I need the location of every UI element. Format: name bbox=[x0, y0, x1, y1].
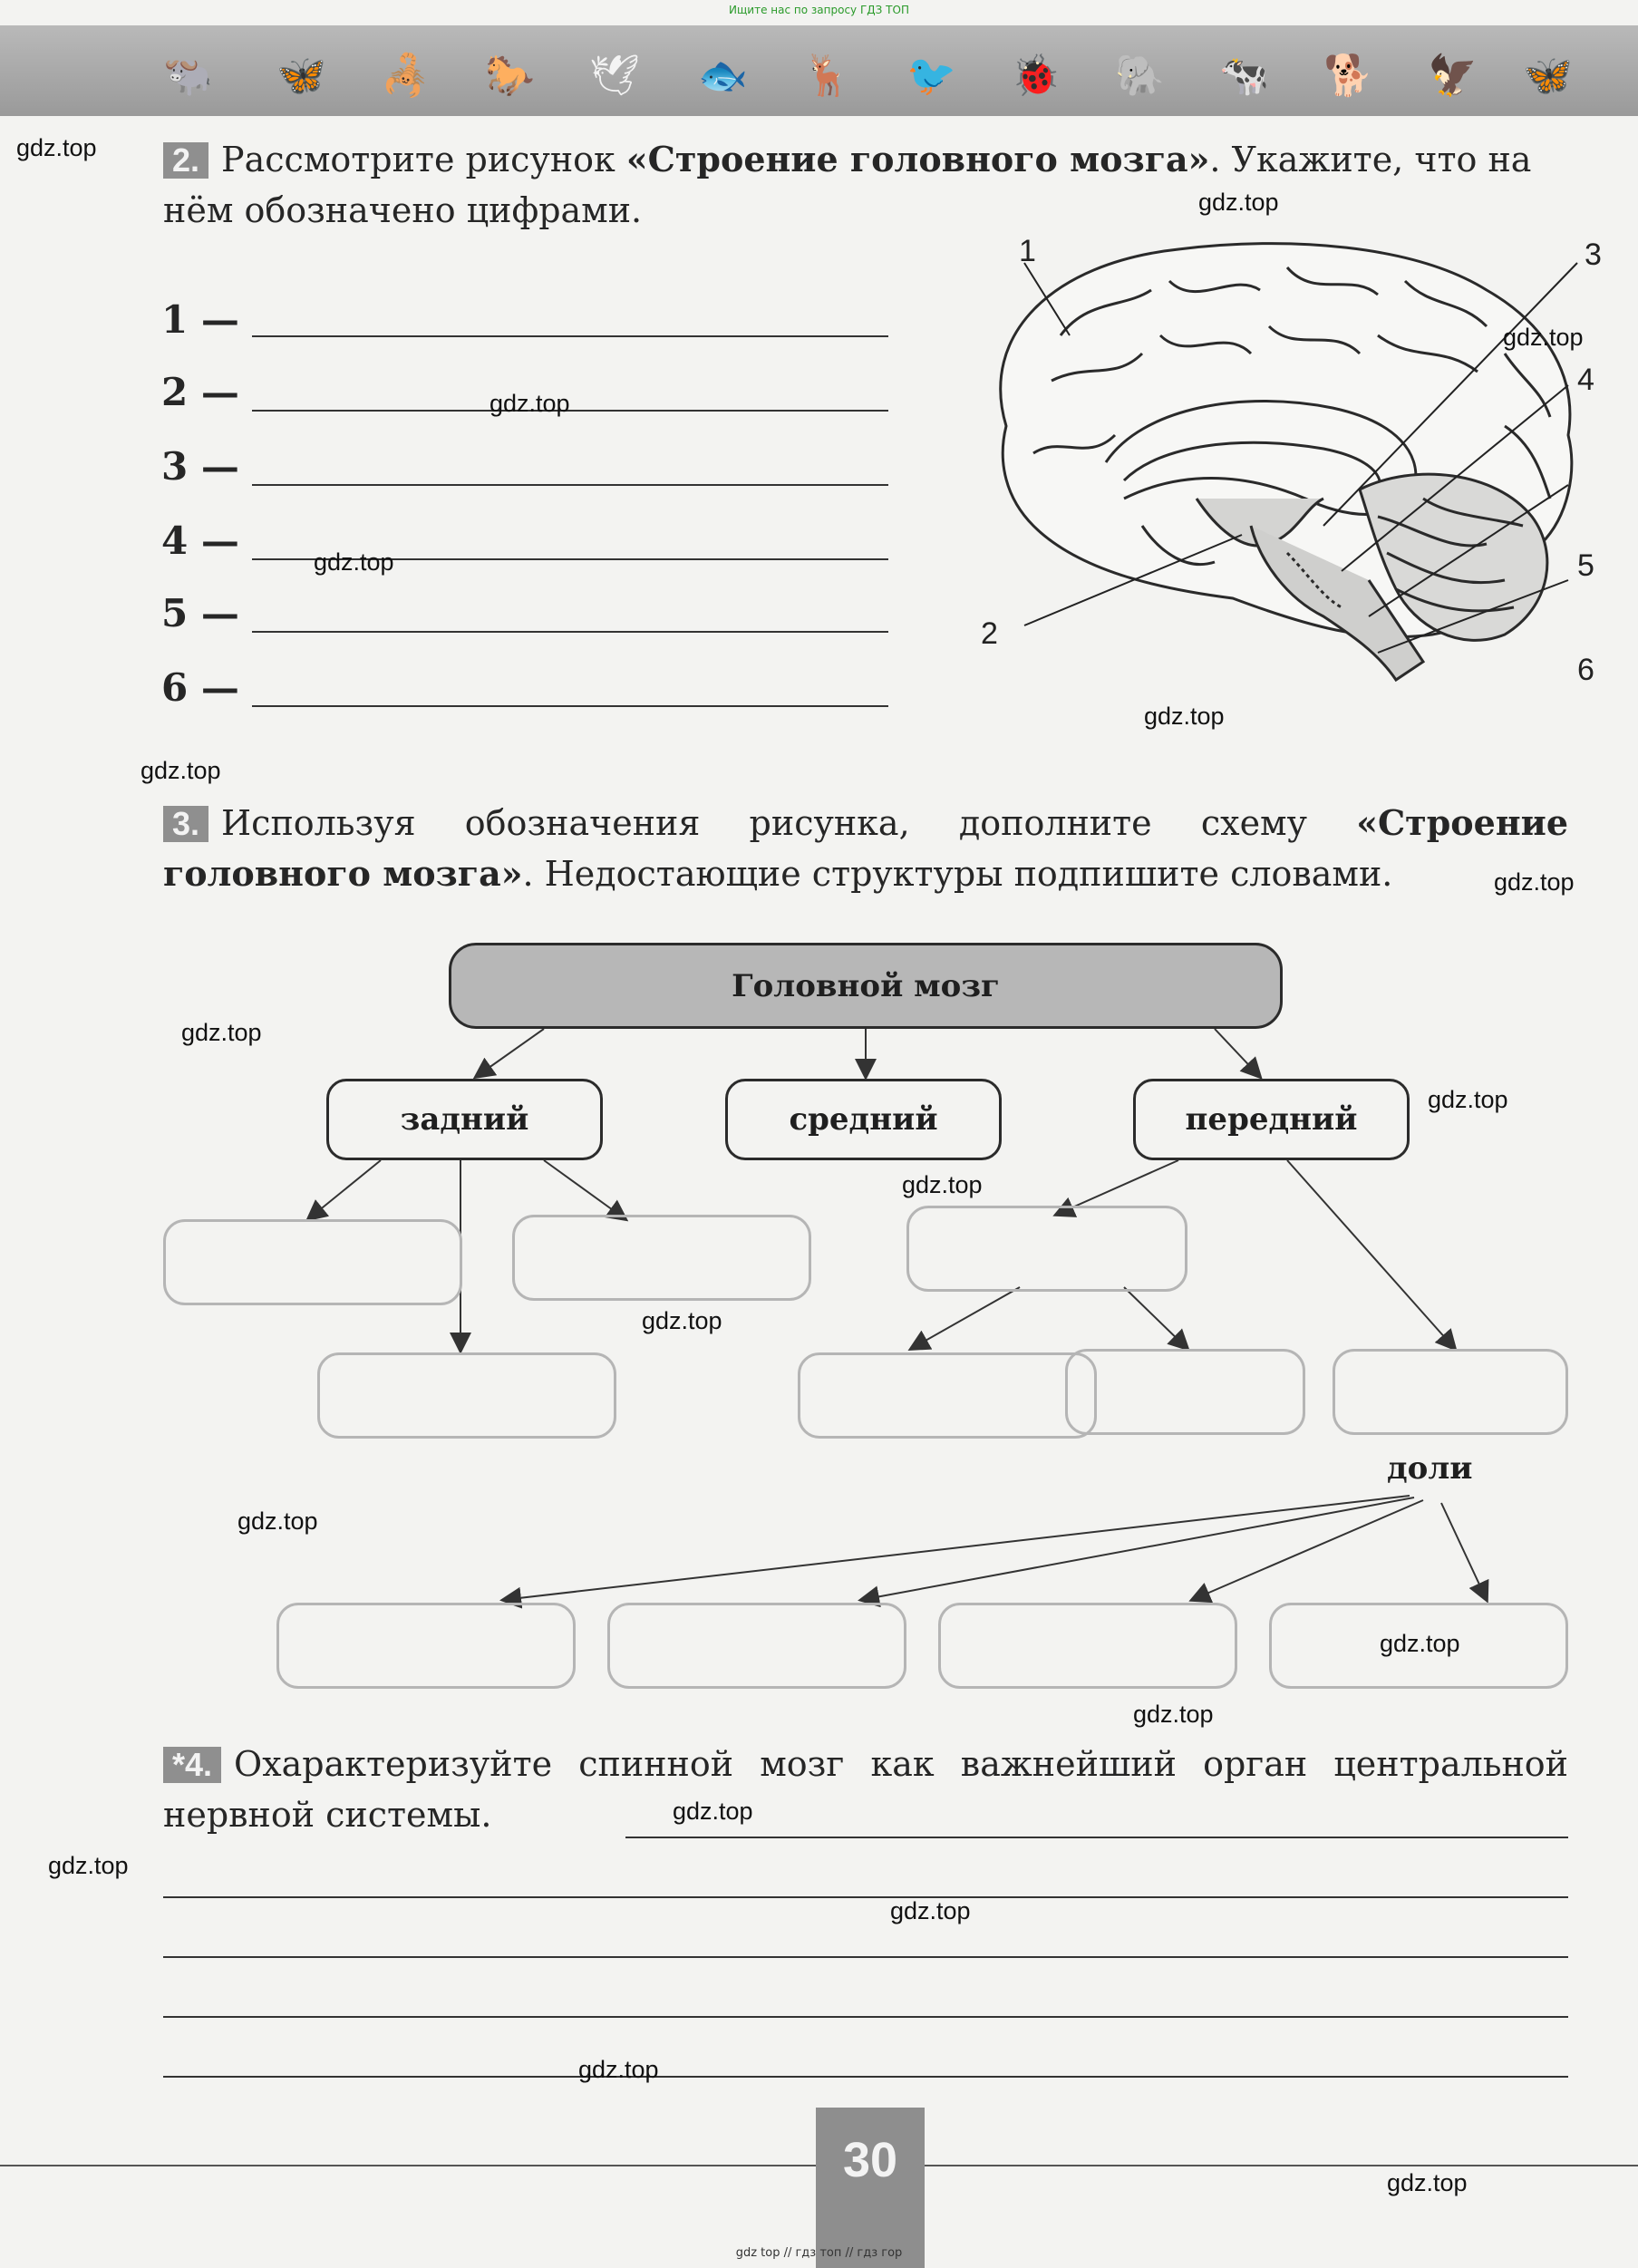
question-2-number: 2. bbox=[163, 142, 208, 179]
horse-icon: 🐎 bbox=[485, 53, 535, 99]
bottom-banner: gdz top // гдз топ // гдз гор bbox=[735, 2246, 903, 2260]
empty-box-7[interactable] bbox=[1333, 1349, 1568, 1435]
watermark: gdz.top bbox=[1380, 1630, 1460, 1657]
watermark: gdz.top bbox=[1144, 703, 1225, 730]
watermark: gdz.top bbox=[1387, 2169, 1468, 2196]
figure-label-2: 2 bbox=[981, 616, 998, 651]
question-3-bold: «Строение головного мозга» bbox=[163, 802, 1568, 894]
answer-label-3: 3 — bbox=[161, 444, 239, 489]
lobes-label: доли bbox=[1387, 1450, 1473, 1487]
cow-icon: 🐄 bbox=[1219, 53, 1269, 99]
write-line-3[interactable] bbox=[163, 2016, 1568, 2018]
bull-icon: 🐃 bbox=[163, 53, 213, 99]
watermark: gdz.top bbox=[902, 1171, 983, 1198]
watermark: gdz.top bbox=[1133, 1701, 1214, 1728]
write-line-1[interactable] bbox=[163, 1896, 1568, 1898]
fish-icon: 🐟 bbox=[698, 53, 748, 99]
question-3-text: Используя обозначения рисунка, дополните схему bbox=[221, 803, 1357, 843]
figure-label-4: 4 bbox=[1577, 363, 1594, 397]
dog-icon: 🐕 bbox=[1323, 53, 1373, 99]
watermark: gdz.top bbox=[237, 1507, 318, 1535]
watermark: gdz.top bbox=[890, 1897, 971, 1924]
page-number: 30 bbox=[842, 2133, 898, 2187]
answer-label-5: 5 — bbox=[161, 591, 239, 635]
write-line-0[interactable] bbox=[625, 1837, 1568, 1838]
figure-label-1: 1 bbox=[1019, 234, 1036, 268]
elephant-icon: 🐘 bbox=[1115, 53, 1165, 99]
scheme-branch-middle: средний bbox=[725, 1079, 1002, 1160]
watermark: gdz.top bbox=[673, 1798, 753, 1825]
lobe-box-1[interactable] bbox=[276, 1603, 576, 1689]
answer-label-6: 6 — bbox=[161, 665, 239, 710]
watermark: gdz.top bbox=[642, 1307, 722, 1334]
empty-box-2[interactable] bbox=[512, 1215, 811, 1301]
figure-label-5: 5 bbox=[1577, 548, 1594, 583]
question-4-text: Охарактеризуйте спинной мозг как важнейший орган центральной нервной системы. bbox=[163, 1744, 1568, 1835]
butterfly-icon: 🦋 bbox=[276, 53, 326, 99]
write-line-4[interactable] bbox=[163, 2076, 1568, 2078]
scorpion-icon: 🦂 bbox=[381, 53, 431, 99]
bird2-icon: 🐦 bbox=[906, 53, 956, 99]
deer-icon: 🦌 bbox=[802, 53, 852, 99]
question-2-text: Рассмотрите рисунок bbox=[221, 140, 626, 179]
answer-label-1: 1 — bbox=[161, 297, 239, 342]
watermark: gdz.top bbox=[48, 1852, 129, 1879]
insect-icon: 🐞 bbox=[1011, 53, 1061, 99]
empty-box-3[interactable] bbox=[906, 1206, 1187, 1292]
question-3-rest: . Недостающие структуры подпишите словами. bbox=[522, 854, 1393, 894]
scheme-root-box: Головной мозг bbox=[449, 943, 1283, 1029]
scheme-branch-posterior: задний bbox=[326, 1079, 603, 1160]
bird-icon: 🕊 bbox=[589, 53, 640, 99]
lobe-box-2[interactable] bbox=[607, 1603, 906, 1689]
watermark: gdz.top bbox=[314, 548, 394, 576]
question-3-number: 3. bbox=[163, 806, 208, 842]
empty-box-4[interactable] bbox=[317, 1352, 616, 1439]
watermark: gdz.top bbox=[1428, 1086, 1508, 1113]
empty-box-6[interactable] bbox=[1065, 1349, 1305, 1435]
top-banner: Ищите нас по запросу ГДЗ ТОП bbox=[729, 4, 909, 16]
watermark: gdz.top bbox=[16, 134, 97, 161]
watermark: gdz.top bbox=[1503, 324, 1584, 351]
answer-label-4: 4 — bbox=[161, 519, 239, 563]
answer-label-2: 2 — bbox=[161, 370, 239, 414]
question-4 bbox=[163, 1739, 1568, 1840]
watermark: gdz.top bbox=[578, 2056, 659, 2083]
figure-label-3: 3 bbox=[1585, 237, 1602, 272]
watermark: gdz.top bbox=[1198, 189, 1279, 216]
watermark: gdz.top bbox=[1494, 868, 1575, 896]
empty-box-1[interactable] bbox=[163, 1219, 462, 1305]
empty-box-5[interactable] bbox=[798, 1352, 1097, 1439]
write-line-2[interactable] bbox=[163, 1956, 1568, 1958]
gull-icon: 🦅 bbox=[1428, 53, 1478, 99]
watermark: gdz.top bbox=[141, 757, 221, 784]
scheme-branch-anterior: передний bbox=[1133, 1079, 1410, 1160]
watermark: gdz.top bbox=[489, 390, 570, 417]
butterfly2-icon: 🦋 bbox=[1523, 53, 1573, 99]
question-2-rest: . Укажите, что на нём обозначено цифрами. bbox=[163, 140, 1532, 230]
question-4-number: *4. bbox=[163, 1747, 221, 1783]
watermark: gdz.top bbox=[181, 1019, 262, 1046]
lobe-box-3[interactable] bbox=[938, 1603, 1237, 1689]
figure-label-6: 6 bbox=[1577, 653, 1594, 687]
question-2-bold: «Строение головного мозга» bbox=[625, 139, 1210, 179]
